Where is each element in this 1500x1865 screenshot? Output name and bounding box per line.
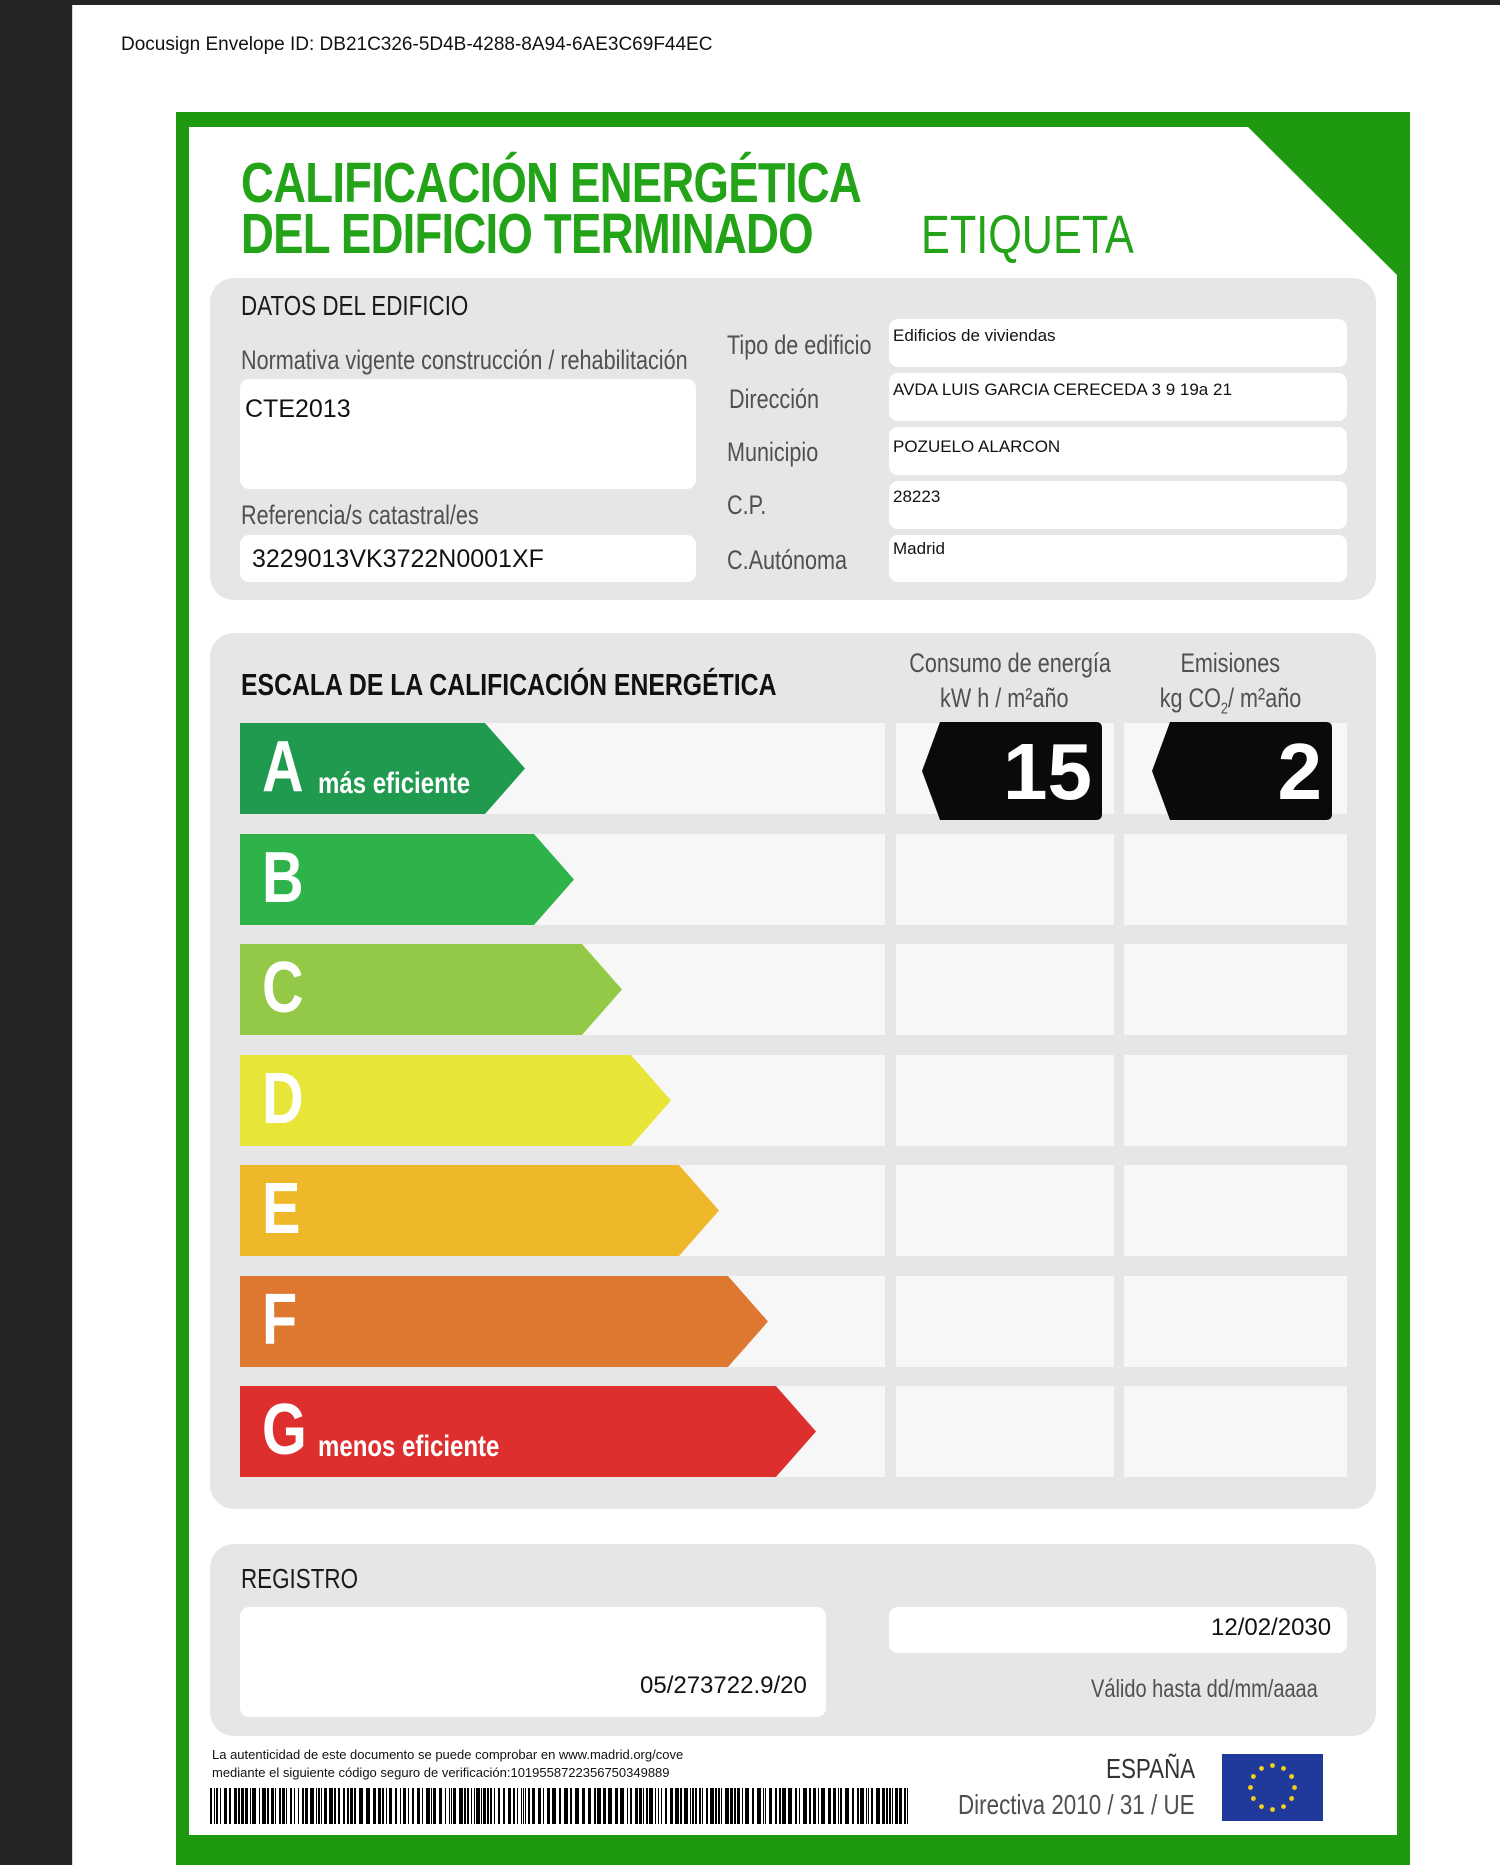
cp-value: 28223 xyxy=(893,487,941,506)
class-letter-a: A xyxy=(262,727,304,807)
fecha-value: 12/02/2030 xyxy=(1211,1614,1332,1641)
direccion-label: Dirección xyxy=(729,384,820,414)
emisiones-cell-c xyxy=(1124,944,1347,1035)
comunidad-box xyxy=(889,535,1347,582)
emisiones-cell-e xyxy=(1124,1165,1347,1256)
comunidad-label: C.Autónoma xyxy=(727,545,848,575)
eu-flag-icon xyxy=(1222,1754,1323,1821)
cp-label: C.P. xyxy=(727,490,767,520)
title-line1: CALIFICACIÓN ENERGÉTICA xyxy=(241,151,861,215)
corner-triangle xyxy=(1246,125,1399,277)
consumo-cell-d xyxy=(896,1055,1114,1146)
emisiones-cell-f xyxy=(1124,1276,1347,1367)
autenticidad-line2: mediante el siguiente código seguro de verificación:1019558722356750349889 xyxy=(212,1765,670,1780)
registro-number: 05/273722.9/20 xyxy=(640,1672,807,1699)
emisiones-badge-value: 2 xyxy=(1277,727,1322,816)
referencia-label: Referencia/s catastral/es xyxy=(241,500,479,530)
class-letter-b: B xyxy=(262,838,304,918)
menos-eficiente-label: menos eficiente xyxy=(318,1430,500,1463)
autenticidad-line1: La autenticidad de este documento se puede comprobar en www.madrid.org/cove xyxy=(212,1747,684,1762)
consumo-cell-c xyxy=(896,944,1114,1035)
class-letter-e: E xyxy=(262,1169,301,1249)
valido-label: Válido hasta dd/mm/aaaa xyxy=(1091,1675,1318,1703)
class-letter-d: D xyxy=(262,1059,304,1139)
barcode xyxy=(210,1788,910,1824)
consumo-cell-f xyxy=(896,1276,1114,1367)
class-arrow-a xyxy=(240,723,525,814)
consumo-header: Consumo de energía kW h / m²año xyxy=(909,648,1111,713)
municipio-value: POZUELO ALARCON xyxy=(893,437,1061,456)
emisiones-cell-b xyxy=(1124,834,1347,925)
emisiones-badge xyxy=(1152,722,1332,820)
normativa-value: CTE2013 xyxy=(245,395,351,423)
emisiones-cell-d xyxy=(1124,1055,1347,1146)
consumo-badge-value: 15 xyxy=(1003,727,1092,816)
consumo-cell-g xyxy=(896,1386,1114,1477)
normativa-label: Normativa vigente construcción / rehabilitación xyxy=(241,345,688,375)
class-letter-f: F xyxy=(262,1280,298,1360)
class-arrow-b xyxy=(240,834,574,925)
comunidad-value: Madrid xyxy=(893,539,945,558)
municipio-label: Municipio xyxy=(727,437,819,467)
class-arrow-e xyxy=(240,1165,719,1256)
espana-label: ESPAÑA xyxy=(1106,1753,1196,1784)
class-letter-c: C xyxy=(262,948,304,1028)
direccion-value: AVDA LUIS GARCIA CERECEDA 3 9 19a 21 xyxy=(893,380,1232,399)
consumo-cell-e xyxy=(896,1165,1114,1256)
consumo-cell-b xyxy=(896,834,1114,925)
title-line2: DEL EDIFICIO TERMINADO xyxy=(241,202,813,266)
class-arrow-c xyxy=(240,944,622,1035)
class-arrow-f xyxy=(240,1276,768,1367)
escala-title: ESCALA DE LA CALIFICACIÓN ENERGÉTICA xyxy=(241,667,777,702)
etiqueta-title: ETIQUETA xyxy=(921,205,1134,265)
envelope-id: Docusign Envelope ID: DB21C326-5D4B-4288-8A94-6AE3C69F44EC xyxy=(121,34,713,55)
tipo-edificio-value: Edificios de viviendas xyxy=(893,326,1056,345)
mas-eficiente-label: más eficiente xyxy=(318,767,471,800)
referencia-value: 3229013VK3722N0001XF xyxy=(252,545,544,573)
datos-title: DATOS DEL EDIFICIO xyxy=(241,290,469,321)
class-arrow-g xyxy=(240,1386,816,1477)
cp-box xyxy=(889,481,1347,529)
class-arrow-d xyxy=(240,1055,671,1146)
registro-title: REGISTRO xyxy=(241,1563,358,1594)
registro-number-box xyxy=(240,1607,826,1717)
directiva-label: Directiva 2010 / 31 / UE xyxy=(958,1789,1195,1820)
class-letter-g: G xyxy=(262,1390,307,1470)
emisiones-cell-g xyxy=(1124,1386,1347,1477)
consumo-badge xyxy=(922,722,1102,820)
emisiones-header: Emisiones kg $CO_2/$ m²año xyxy=(1159,648,1301,718)
tipo-edificio-label: Tipo de edificio xyxy=(727,330,872,360)
